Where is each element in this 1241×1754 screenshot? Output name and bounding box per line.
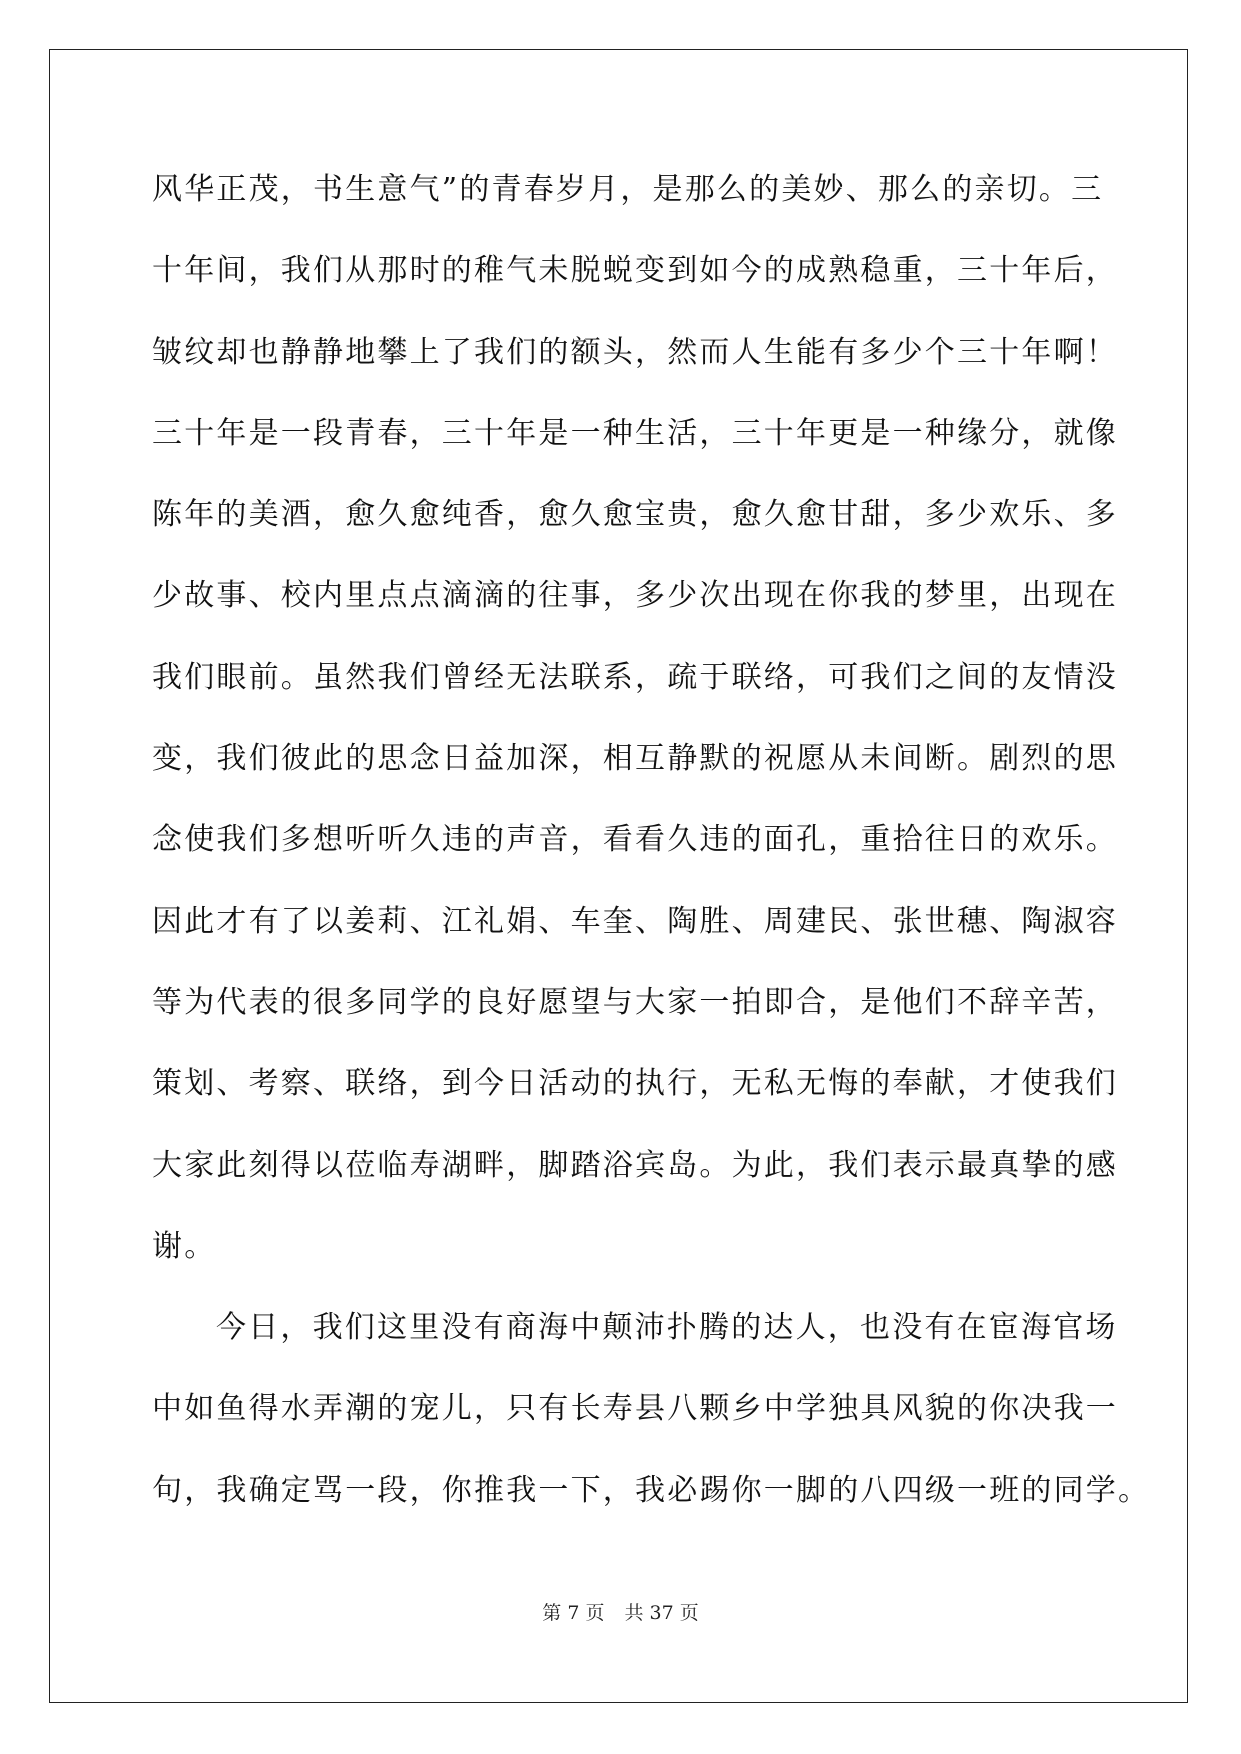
text-line: 因此才有了以姜莉、江礼娟、车奎、陶胜、周建民、张世穗、陶淑容 — [152, 903, 1118, 939]
text-line: 皱纹却也静静地攀上了我们的额头，然而人生能有多少个三十年啊！ — [152, 334, 1118, 370]
page-total: 共 37 页 — [624, 1602, 699, 1624]
text-line: 念使我们多想听听久违的声音，看看久违的面孔，重拾往日的欢乐。 — [152, 822, 1118, 858]
text-line: 我们眼前。虽然我们曾经无法联系，疏于联络，可我们之间的友情没 — [152, 659, 1118, 695]
text-line: 变，我们彼此的思念日益加深，相互静默的祝愿从未间断。剧烈的思 — [152, 741, 1118, 777]
text-line: 陈年的美酒，愈久愈纯香，愈久愈宝贵，愈久愈甘甜，多少欢乐、多 — [152, 497, 1118, 533]
text-line: 三十年是一段青春，三十年是一种生活，三十年更是一种缘分，就像 — [152, 415, 1118, 451]
text-line: 十年间，我们从那时的稚气未脱蜕变到如今的成熟稳重，三十年后， — [152, 253, 1118, 289]
text-line: 句，我确定骂一段，你推我一下，我必踢你一脚的八四级一班的同学。 — [152, 1472, 1151, 1508]
text-line-indented: 今日，我们这里没有商海中颠沛扑腾的达人，也没有在宦海官场 — [216, 1310, 1118, 1346]
text-line: 谢。 — [152, 1228, 217, 1264]
text-line: 大家此刻得以莅临寿湖畔，脚踏浴宾岛。为此，我们表示最真挚的感 — [152, 1147, 1118, 1183]
text-line: 风华正茂，书生意气”的青春岁月，是那么的美妙、那么的亲切。三 — [152, 172, 1104, 207]
document-body — [152, 160, 1151, 1542]
page-footer — [0, 1598, 1241, 1625]
text-line: 策划、考察、联络，到今日活动的执行，无私无悔的奉献，才使我们 — [152, 1066, 1118, 1102]
text-line: 等为代表的很多同学的良好愿望与大家一拍即合，是他们不辞辛苦， — [152, 984, 1118, 1020]
text-line: 少故事、校内里点点滴滴的往事，多少次出现在你我的梦里，出现在 — [152, 578, 1118, 614]
text-line: 中如鱼得水弄潮的宠儿，只有长寿县八颗乡中学独具风貌的你决我一 — [152, 1391, 1118, 1427]
page-number: 第 7 页 — [542, 1602, 605, 1624]
